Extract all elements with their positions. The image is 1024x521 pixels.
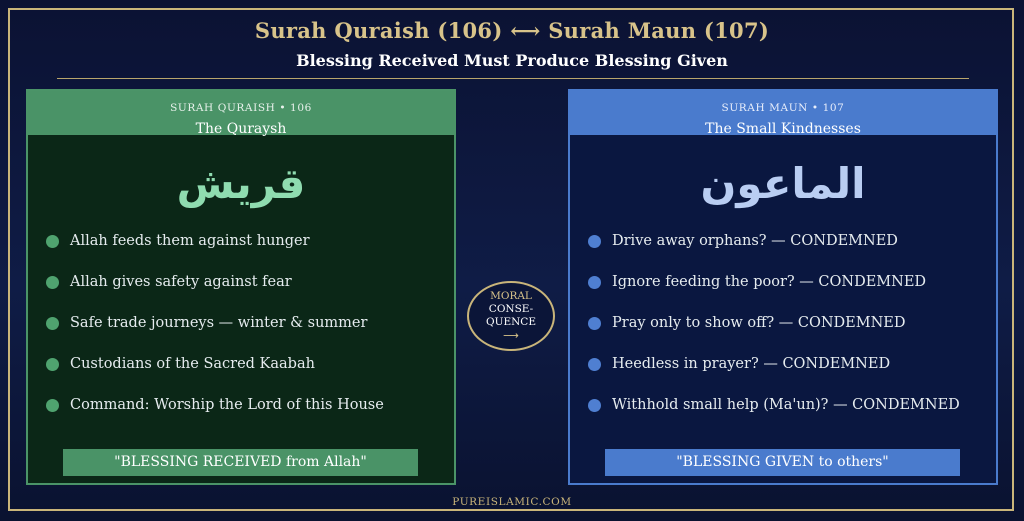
maun-condemned-list bbox=[588, 231, 960, 436]
maun-panel-name: The Small Kindnesses bbox=[705, 121, 861, 137]
list-item-text: Allah feeds them against hunger bbox=[70, 233, 310, 249]
surah-quraish-panel bbox=[26, 89, 456, 485]
list-item-text: Command: Worship the Lord of this House bbox=[70, 397, 384, 413]
quraish-panel-name: The Quraysh bbox=[195, 121, 287, 137]
quraish-footer-banner: "BLESSING RECEIVED from Allah" bbox=[63, 449, 418, 476]
page-title: Surah Quraish (106) ⟷ Surah Maun (107) bbox=[254, 18, 770, 43]
quraish-blessings-list bbox=[46, 231, 384, 436]
list-item-text: Custodians of the Sacred Kaabah bbox=[70, 356, 315, 372]
bullet-icon bbox=[588, 317, 601, 330]
bullet-icon bbox=[588, 358, 601, 371]
quraish-panel-header bbox=[28, 91, 454, 135]
site-watermark: PUREISLAMIC.COM bbox=[452, 496, 572, 508]
list-item-text: Safe trade journeys — winter & summer bbox=[70, 315, 368, 331]
bullet-icon bbox=[46, 317, 59, 330]
maun-arabic-title: الماعون bbox=[700, 159, 866, 208]
bullet-icon bbox=[46, 358, 59, 371]
badge-line-1: MORAL bbox=[490, 290, 532, 302]
list-item bbox=[588, 313, 960, 354]
list-item bbox=[588, 272, 960, 313]
list-item bbox=[588, 354, 960, 395]
list-item bbox=[588, 395, 960, 436]
list-item-text: Heedless in prayer? — CONDEMNED bbox=[612, 356, 891, 372]
page-subtitle: Blessing Received Must Produce Blessing Given bbox=[296, 51, 728, 70]
list-item bbox=[588, 231, 960, 272]
arrow-right-icon: ⟶ bbox=[503, 329, 519, 342]
moral-consequence-badge bbox=[467, 281, 555, 351]
list-item-text: Ignore feeding the poor? — CONDEMNED bbox=[612, 274, 927, 290]
maun-panel-label: SURAH MAUN • 107 bbox=[721, 102, 845, 114]
list-item-text: Allah gives safety against fear bbox=[70, 274, 292, 290]
list-item bbox=[46, 395, 384, 436]
bullet-icon bbox=[588, 235, 601, 248]
header-divider bbox=[57, 78, 969, 79]
list-item bbox=[46, 231, 384, 272]
list-item-text: Drive away orphans? — CONDEMNED bbox=[612, 233, 898, 249]
list-item-text: Withhold small help (Ma'un)? — CONDEMNED bbox=[612, 397, 960, 413]
surah-maun-panel bbox=[568, 89, 998, 485]
badge-line-3: QUENCE bbox=[485, 316, 536, 328]
bullet-icon bbox=[46, 276, 59, 289]
list-item-text: Pray only to show off? — CONDEMNED bbox=[612, 315, 906, 331]
list-item bbox=[46, 272, 384, 313]
list-item bbox=[46, 313, 384, 354]
quraish-panel-label: SURAH QURAISH • 106 bbox=[170, 102, 312, 114]
bullet-icon bbox=[46, 235, 59, 248]
badge-line-2: CONSE- bbox=[488, 303, 534, 315]
maun-footer-banner: "BLESSING GIVEN to others" bbox=[605, 449, 960, 476]
quraish-arabic-title: قريش bbox=[176, 159, 306, 208]
bullet-icon bbox=[46, 399, 59, 412]
list-item bbox=[46, 354, 384, 395]
bullet-icon bbox=[588, 399, 601, 412]
bullet-icon bbox=[588, 276, 601, 289]
maun-panel-header bbox=[570, 91, 996, 135]
